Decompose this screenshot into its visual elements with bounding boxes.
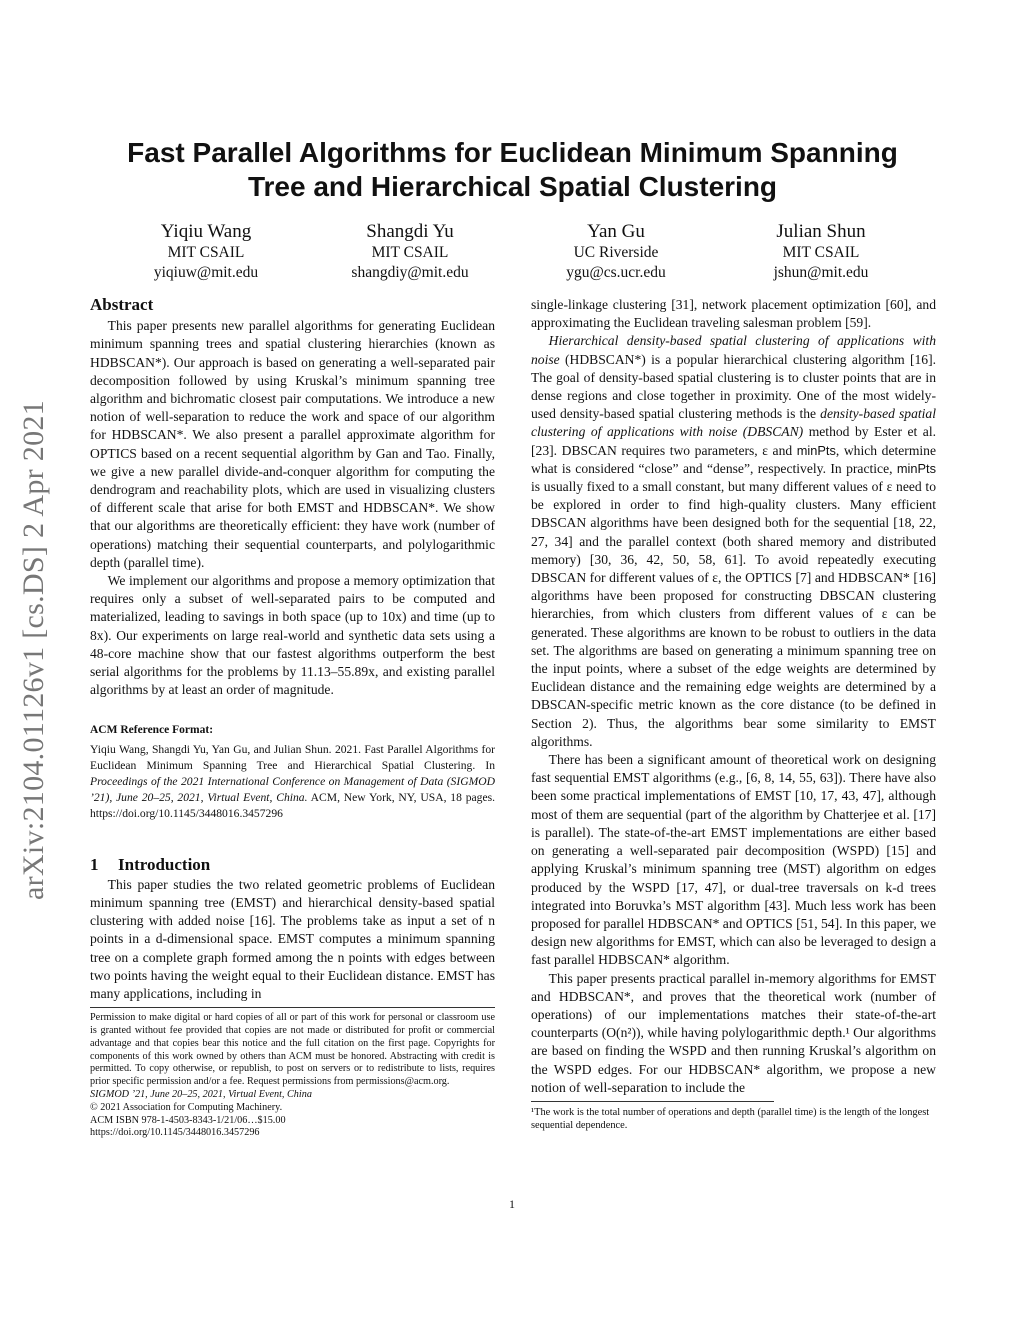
abstract-paragraph-2: We implement our algorithms and propose a memory optimization that requires only a subset of well-separated pairs to be computed and materialized, leading to savings in both space (up to 10x) and time (up to 8x). Our experiments on large real-world and synthetic data sets using a 48-core machine show that our fastest algorithms outperform the best serial algorithms for the problems by 11.13–55.89x, and existing parallel algorithms by at least an order of magnitude. [90,573,495,698]
title-line-2: Tree and Hierarchical Spatial Clustering [247,171,778,202]
dbscan-term: density-based spatial clustering of applications with noise (DBSCAN) [531,406,937,440]
right-paragraph-1: single-linkage clustering [31], network placement optimization [60], and approximating the Euclidean traveling salesman problem [59]. [531,297,936,331]
section-heading-introduction [90,856,495,874]
page-number: 1 [509,1197,515,1211]
p2-part-c: , which determine what is considered “close” and “dense”, respectively. In practice, [531,442,936,476]
author-1 [106,221,306,283]
author-block [0,221,1024,287]
author-affiliation: UC Riverside [573,244,659,261]
arxiv-stamp-text: arXiv:2104.01126v1 [cs.DS] 2 Apr 2021 [17,400,50,900]
minpts-term: minPts [796,442,836,458]
footnote-1: ¹The work is the total number of operations and depth (parallel time) is the length of the longest sequential dependence. [531,1106,930,1131]
author-name: Yan Gu [587,221,645,242]
acm-reference [90,742,495,822]
p2-part-b: method by Ester et al. [23]. DBSCAN requires two parameters, ε and [531,424,937,458]
author-email: ygu@cs.ucr.edu [566,264,666,281]
permission-isbn: ACM ISBN 978-1-4503-8343-1/21/06…$15.00 [90,1114,286,1126]
permission-rule [90,1007,495,1008]
acm-ref-text-a: Yiqiu Wang, Shangdi Yu, Yan Gu, and Julian Shun. 2021. Fast Parallel Algorithms for Euclidean Minimum Spanning Tree and Hierarchical Spatial Clustering. In [90,742,495,772]
author-2 [310,221,510,283]
hdbscan-term: Hierarchical density-based spatial clustering of applications with noise [531,333,936,367]
right-paragraph-2 [531,332,936,751]
permission-block [90,1012,495,1140]
permission-text: Permission to make digital or hard copies of all or part of this work for personal or classroom use is granted without fee provided that copies are not made or distributed for profit or commercial advantage and that copies bear this notice and the full citation on the first page. Copyrights for components of this work owned by others than ACM must be honored. Abstracting with credit is permitted. To copy otherwise, or republish, to post on servers or to redistribute to lists, requires prior specific permission and/or a fee. Request permissions from permissions@acm.org. [90,1012,495,1088]
right-paragraph-4: This paper presents practical parallel in-memory algorithms for EMST and HDBSCAN*, and proves that the theoretical work (number of operations) of our implementations matches their state-of-the-art counterparts (O(n²)), while having polylogarithmic depth.¹ Our algorithms are based on finding the WSPD and then running Kruskal’s algorithm on the WSPD edges. For our HDBSCAN* algorithm, we propose a new notion of well-separation to include the [531,970,936,1095]
minpts-term-2: minPts [896,460,936,476]
author-email: shangdiy@mit.edu [351,264,469,281]
section-number: 1 [90,854,99,874]
author-4 [721,221,921,283]
author-name: Julian Shun [776,221,866,242]
author-name: Shangdi Yu [366,221,454,242]
right-paragraph-3: There has been a significant amount of theoretical work on designing fast sequential EMST algorithms (e.g., [6, 8, 14, 55, 63]). There have also been some practical implementations of EMST [10, 17, 43, 47], although most of them are sequential (part of the algorithm by Chatterjee et al. [17] is parallel). The state-of-the-art EMST implementations are either based on generating a well-separated pair decomposition (WSPD) [15] and applying Kruskal’s minimum spanning tree (MST) algorithm on edges produced by the WSPD [17, 47], or dual-tree traversals on k-d trees integrated into Boruvka’s MST algorithm [43]. Much less work has been proposed for parallel HDBSCAN* and OPTICS [51, 54]. In this paper, we design new algorithms for EMST, which can also be leveraged to design a fast parallel HDBSCAN* algorithm. [531,752,936,968]
acm-ref-heading: ACM Reference Format: [90,724,214,737]
author-affiliation: MIT CSAIL [371,244,449,261]
footnote-rule [531,1101,774,1102]
section-title: Introduction [118,854,211,874]
author-3 [516,221,716,283]
author-affiliation: MIT CSAIL [167,244,245,261]
paper-title [90,136,935,204]
acm-ref-text-b: ACM, New York, NY, USA, 18 pages. https://doi.org/10.1145/3448016.3457296 [90,790,496,820]
permission-copyright: © 2021 Association for Computing Machinery. [90,1101,283,1113]
acm-ref-venue: Proceedings of the 2021 International Conference on Management of Data (SIGMOD ’21), June 20–25, 2021, Virtual Event, China. [90,774,495,804]
arxiv-stamp [6,340,62,960]
abstract-heading: Abstract [90,295,154,314]
author-name: Yiqiu Wang [160,221,252,242]
permission-venue: SIGMOD ’21, June 20–25, 2021, Virtual Event, China [90,1089,312,1101]
intro-paragraph-1: This paper studies the two related geometric problems of Euclidean minimum spanning tree (EMST) and hierarchical density-based spatial clustering with added noise [16]. The problems take as input a set of n points in a d-dimensional space. EMST computes a minimum spanning tree on a complete graph formed among the n points with edges between two points having the weight equal to their Euclidean distance. EMST has many applications, including in [90,876,495,1002]
p2-part-d: is usually fixed to a small constant, but many different values of ε need to be explored in order to find high-quality clusters. Many efficient DBSCAN algorithms have been designed both for the sequential [18, 22, 27, 34] and the parallel context (both shared memory and distributed memory) [30, 36, 42, 50, 58, 61]. To avoid repeatedly executing DBSCAN for different values of ε, the OPTICS [7] and HDBSCAN* [16] algorithms have been proposed for constructing DBSCAN clustering hierarchies, from which clusters from different values of ε can be generated. These algorithms are known to be robust to outliers in the data set. The algorithms are based on generating a minimum spanning tree on the input points, where a subset of the edge weights are determined by Euclidean distance and the remaining edge weights are determined by a DBSCAN-specific metric known as the core distance (to be defined in Section 2). Thus, the algorithms bear some similarity to EMST algorithms. [531,479,936,749]
abstract-paragraph-1: This paper presents new parallel algorithms for generating Euclidean minimum spanning trees and spatial clustering hierarchies (known as HDBSCAN*). Our approach is based on generating a well-separated pair decomposition followed by using Kruskal’s minimum spanning tree algorithm and bichromatic closest pair computations. We introduce a new notion of well-separation to reduce the work and space of our algorithm for HDBSCAN*. We also present a parallel approximate algorithm for OPTICS based on a recent sequential algorithm by Gan and Tao. Finally, we give a new parallel divide-and-conquer algorithm for computing the dendrogram and reachability plots, which are used in visualizing clusters of different scale that arise for both EMST and HDBSCAN*. We show that our algorithms are theoretically efficient: they have work (number of operations) matching their sequential counterparts, and polylogarithmic depth (parallel time). [90,318,495,570]
right-column [531,296,936,1132]
left-column [90,296,495,1140]
title-line-1: Fast Parallel Algorithms for Euclidean Minimum Spanning [127,137,898,168]
author-affiliation: MIT CSAIL [782,244,860,261]
permission-doi: https://doi.org/10.1145/3448016.3457296 [90,1127,260,1139]
author-email: yiqiuw@mit.edu [153,264,259,281]
author-email: jshun@mit.edu [773,264,869,281]
p2-part-a: (HDBSCAN*) is a popular hierarchical clustering algorithm [16]. The goal of density-based spatial clustering is to cluster points that are in dense regions and close together in proximity. One of the most widely-used density-based spatial clustering methods is the [531,351,936,422]
